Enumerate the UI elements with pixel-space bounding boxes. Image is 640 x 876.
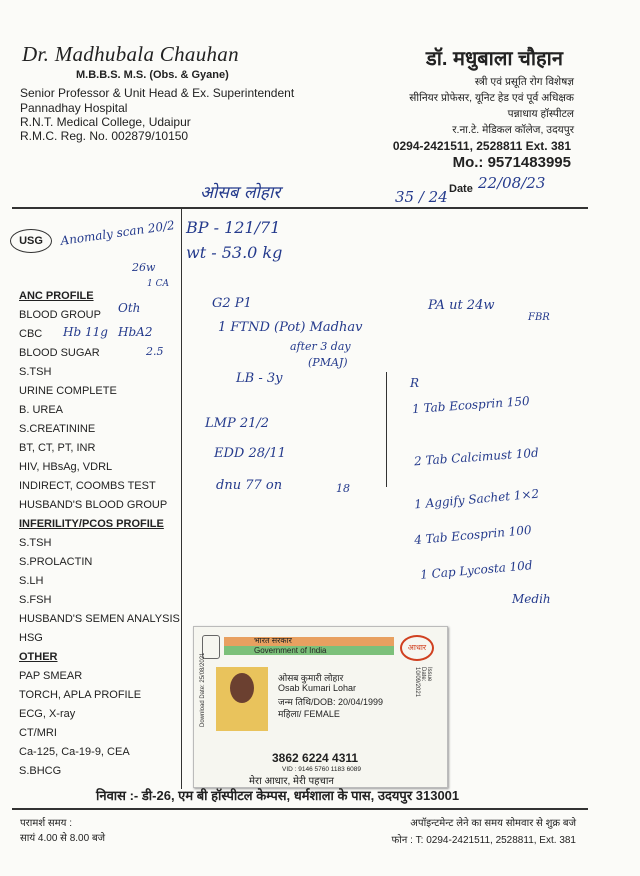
rx-divider <box>386 372 387 487</box>
rx-line-3: 1 Aggify Sachet 1×2 <box>413 486 540 512</box>
aadhaar-number: 3862 6224 4311 <box>272 751 359 765</box>
note-hb: Hb 11g <box>63 325 108 339</box>
edd: EDD 28/11 <box>214 446 286 461</box>
specialty-hindi: स्त्री एवं प्रसूति रोग विशेषज्ञ <box>474 76 574 88</box>
virtual-id: VID : 9146 5760 1183 6089 <box>282 766 362 773</box>
investigation-item: CT/MRI <box>19 727 57 739</box>
clinic-address: निवास :- डी-26, एम बी हॉस्पीटल केम्पस, धर्मशाला के पास, उदयपुर 313001 <box>96 788 460 803</box>
investigation-item: BT, CT, PT, INR <box>19 442 96 454</box>
dnu-note: dnu 77 on <box>216 478 283 493</box>
investigation-item: PAP SMEAR <box>19 670 83 682</box>
mobile-number: Mo.: 9571483995 <box>452 154 571 171</box>
investigation-item: TORCH, APLA PROFILE <box>19 689 142 701</box>
patient-name: ओसब लोहार <box>200 183 281 203</box>
title-hindi: सीनियर प्रोफेसर, यूनिट हेड एवं पूर्व अधिक्षक <box>409 92 574 104</box>
holder-name-hindi: ओसब कुमारी लोहार <box>278 673 344 683</box>
pa-note-2: FBR <box>528 312 550 323</box>
footer-divider <box>12 808 588 810</box>
obstetric-history: G2 P1 <box>212 296 252 311</box>
government-english: Government of India <box>254 646 327 655</box>
investigation-item: HUSBAND'S BLOOD GROUP <box>19 499 168 511</box>
hospital-name: Pannadhay Hospital <box>20 101 128 115</box>
doctor-title: Senior Professor & Unit Head & Ex. Superintendent <box>20 86 295 100</box>
holder-name: Osab Kumari Lohar <box>278 683 357 693</box>
usg-ca: 1 CA <box>147 279 169 289</box>
investigation-item: S.TSH <box>19 537 52 549</box>
download-date: Download Date: 25/08/2021 <box>200 652 206 727</box>
pa-note: PA ut 24w <box>428 298 495 313</box>
college-name: R.N.T. Medical College, Udaipur <box>20 115 191 129</box>
doctor-degrees: M.B.B.S. M.S. (Obs. & Gyane) <box>76 69 229 81</box>
rx-line-1: 1 Tab Ecosprin 150 <box>411 393 531 417</box>
clinic-phone: 0294-2421511, 2528811 Ext. 381 <box>392 139 571 153</box>
weight: wt - 53.0 kg <box>186 243 283 262</box>
section-title: INFERILITY/PCOS PROFILE <box>19 518 164 530</box>
holder-face-icon <box>230 673 254 703</box>
doctor-name-hindi: डॉ. मधुबाला चौहान <box>426 48 563 70</box>
investigation-item: B. UREA <box>19 404 64 416</box>
aadhaar-logo-icon: आधार <box>400 635 434 661</box>
investigation-item: CBC <box>19 328 43 340</box>
rx-symbol: R <box>410 376 420 390</box>
rx-line-5: 1 Cap Lycosta 10d <box>419 558 534 582</box>
investigation-item: S.BHCG <box>19 765 62 777</box>
note-other: Oth <box>118 301 141 315</box>
dnu-note-2: 18 <box>336 482 350 495</box>
investigation-item: BLOOD GROUP <box>19 309 101 321</box>
consult-label: परामर्श समय : <box>20 818 73 829</box>
after-note: after 3 day <box>290 340 351 353</box>
section-title: ANC PROFILE <box>19 290 94 302</box>
doctor-name: Dr. Madhubala Chauhan <box>22 42 239 66</box>
investigation-item: Ca-125, Ca-19-9, CEA <box>19 746 130 758</box>
footer-phone: फोन : T: 0294-2421511, 2528811, Ext. 381 <box>391 835 576 846</box>
government-hindi: भारत सरकार <box>254 636 292 645</box>
rx-line-4: 4 Tab Ecosprin 100 <box>413 522 533 548</box>
usg-weeks: 26w <box>132 261 156 274</box>
hospital-hindi: पन्नाधाय हॉस्पीटल <box>507 108 574 120</box>
investigation-item: S.TSH <box>19 366 52 378</box>
investigation-item: HUSBAND'S SEMEN ANALYSIS <box>19 613 180 625</box>
usg-label: USG <box>10 229 52 253</box>
investigation-item: HIV, HBsAg, VDRL <box>19 461 113 473</box>
section-title: OTHER <box>19 651 58 663</box>
college-hindi: र.ना.टे. मेडिकल कॉलेज, उदयपुर <box>452 124 574 136</box>
lb-note: LB - 3y <box>236 371 283 386</box>
investigation-item: BLOOD SUGAR <box>19 347 100 359</box>
pma-note: (PMAJ) <box>308 356 348 369</box>
aadhaar-card <box>193 626 448 788</box>
usg-note: Anomaly scan 20/2 <box>59 218 176 248</box>
investigation-item: INDIRECT, COOMBS TEST <box>19 480 156 492</box>
aadhaar-tagline: मेरा आधार, मेरी पहचान <box>249 776 334 787</box>
header-divider <box>12 207 588 209</box>
investigation-item: S.FSH <box>19 594 52 606</box>
rx-line-2: 2 Tab Calcimust 10d <box>413 445 540 469</box>
investigation-item: HSG <box>19 632 43 644</box>
appointment-note: अपॉइन्टमेन्ट लेने का समय सोमवार से शुक्र बजे <box>410 818 576 829</box>
note-sugar: 2.5 <box>146 345 164 358</box>
rx-line-6: Medih <box>512 592 551 606</box>
investigation-item: S.LH <box>19 575 44 587</box>
blood-pressure: BP - 121/71 <box>186 218 281 237</box>
consult-time: सायं 4.00 से 8.00 बजे <box>20 833 106 844</box>
investigation-item: S.CREATININE <box>19 423 96 435</box>
date-label: Date <box>449 183 473 195</box>
investigation-item: ECG, X-ray <box>19 708 76 720</box>
investigation-item: S.PROLACTIN <box>19 556 93 568</box>
visit-date: 22/08/23 <box>478 174 546 192</box>
note-hba2: HbA2 <box>118 325 153 339</box>
holder-dob: जन्म तिथि/DOB: 20/04/1999 <box>278 697 384 707</box>
panel-divider <box>181 207 182 789</box>
investigation-item: URINE COMPLETE <box>19 385 117 397</box>
holder-gender: महिला/ FEMALE <box>278 709 340 719</box>
issue-date: Issue Date: 10/09/2021 <box>414 667 432 698</box>
patient-age: 35 / 24 <box>395 188 448 206</box>
registration-number: R.M.C. Reg. No. 002879/10150 <box>20 129 189 143</box>
ftnd-note: 1 FTND (Pot) Madhav <box>218 320 363 335</box>
lmp: LMP 21/2 <box>205 416 270 431</box>
